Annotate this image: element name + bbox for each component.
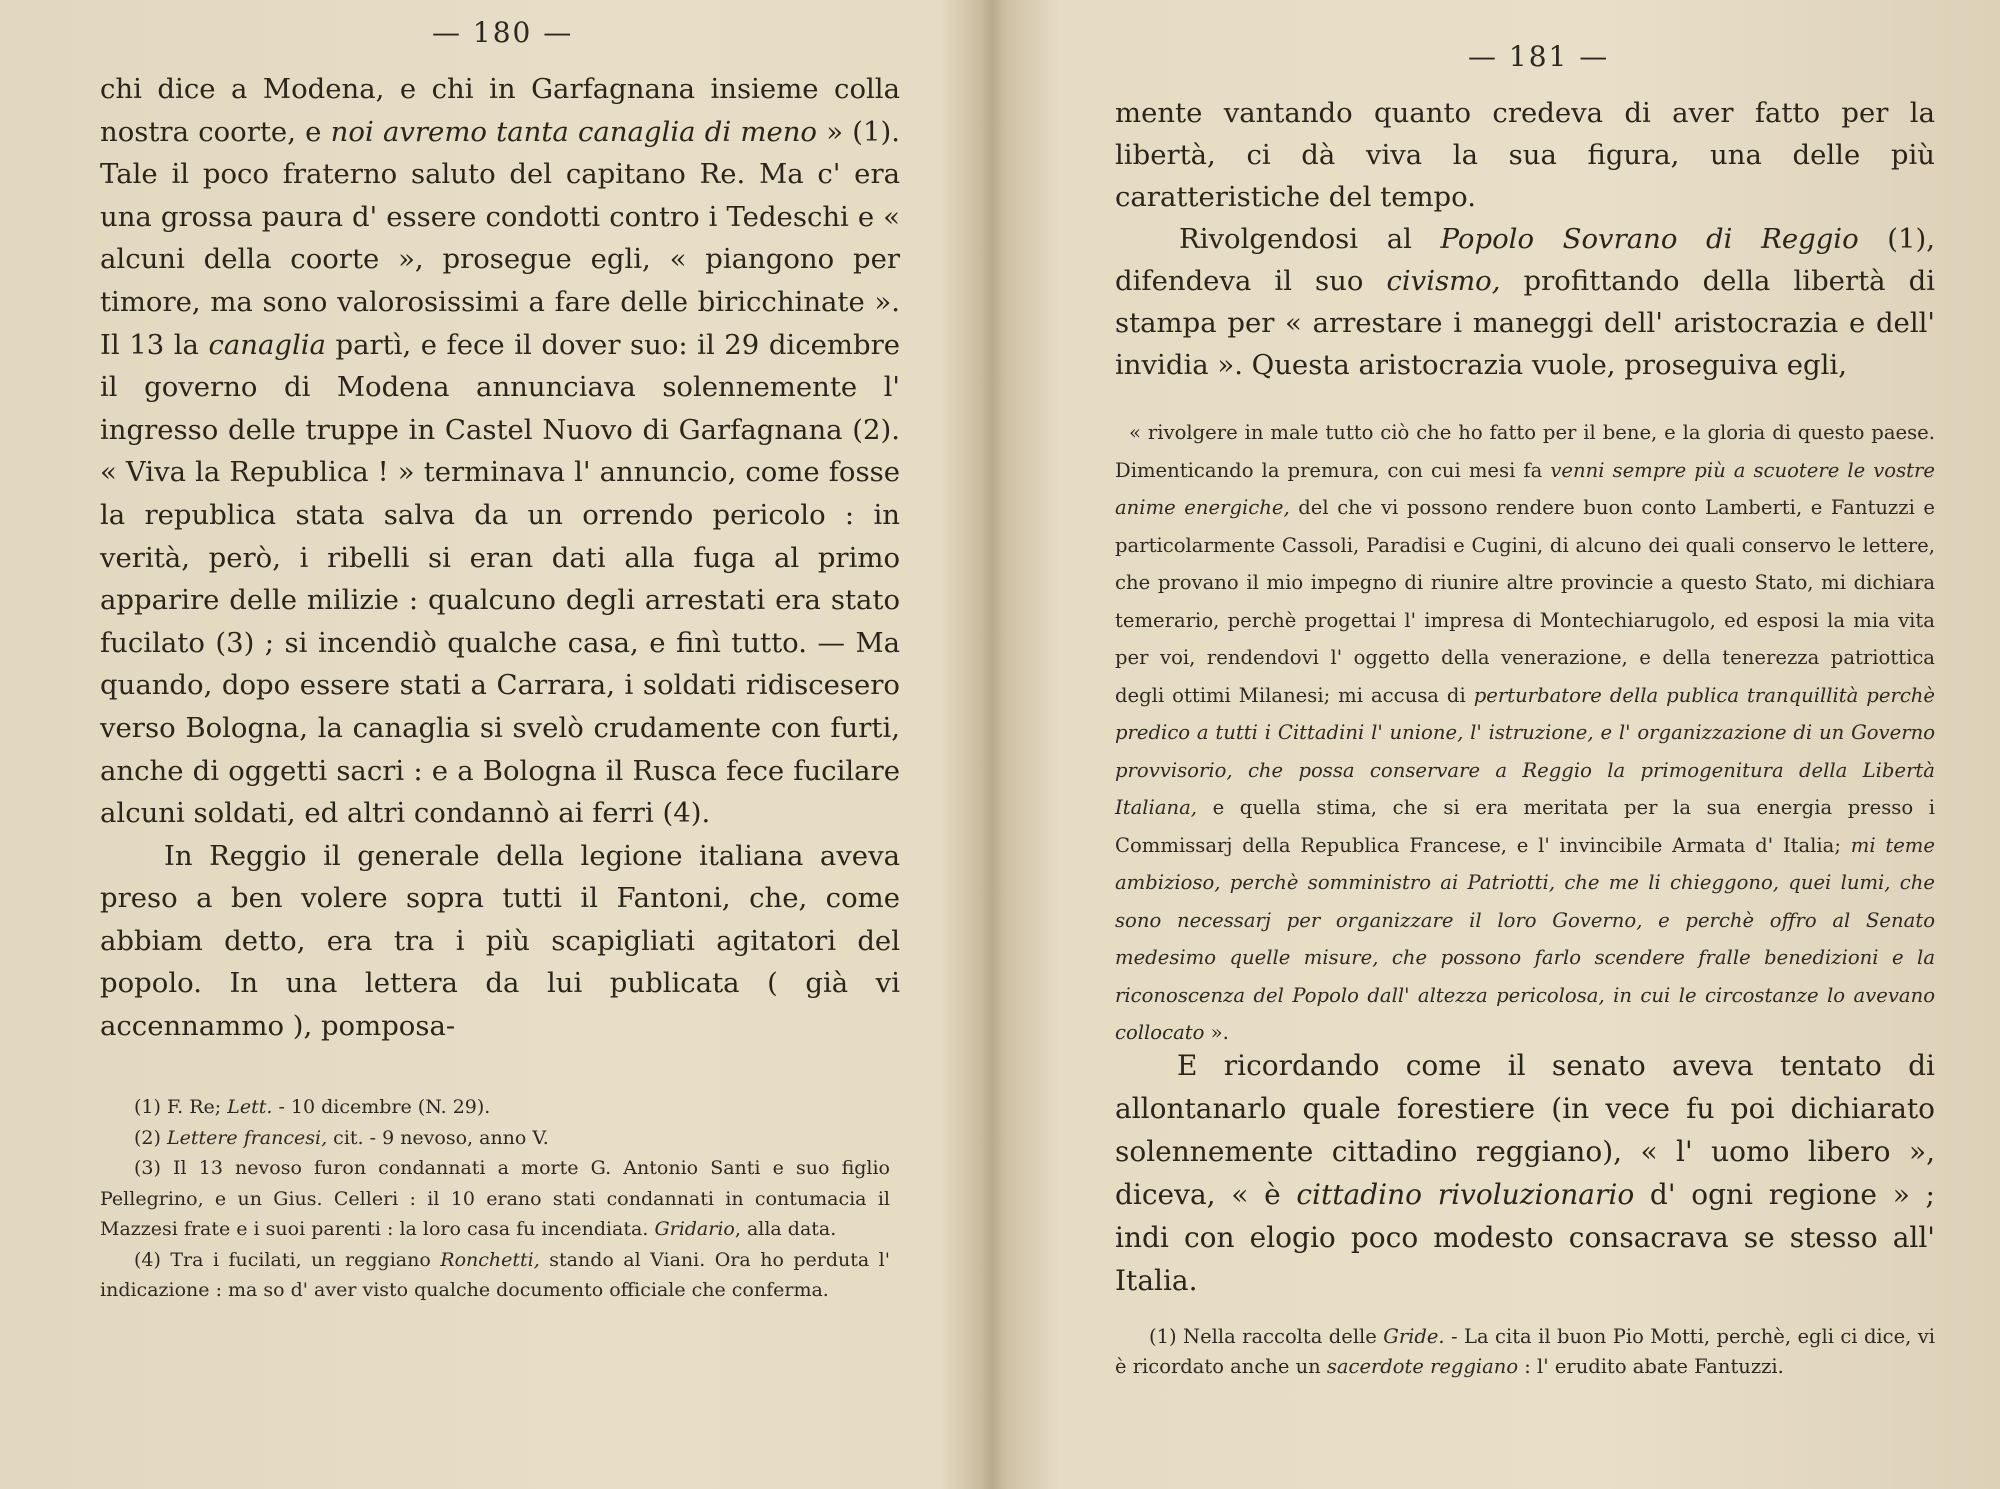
left-page [0, 0, 990, 1489]
text-run: « rivolgere in male tutto ciò che ho fatto per il bene, e la gloria di questo paese. Dimenticando la premura, con cui mesi fa [1115, 421, 1935, 482]
italic-run: Popolo Sovrano di Reggio [1440, 223, 1859, 255]
italic-run: Lett. [227, 1096, 273, 1118]
text-run: : l' erudito abate Fantuzzi. [1518, 1355, 1784, 1378]
footnote [100, 1092, 890, 1123]
text-run: e quella stima, che si era meritata per la sua energia presso i Commissarj della Republica Francese, e l' invincibile Armata d' Italia; [1115, 796, 1935, 857]
text-run: (1) F. Re; [134, 1096, 228, 1118]
italic-run: Ronchetti, [440, 1248, 540, 1271]
text-run: , alla data. [734, 1218, 837, 1240]
text-run: - 10 dicembre (N. 29). [272, 1096, 491, 1118]
text-run: stando al Viani. Ora ho perduta l' indicazione : ma so d' aver visto qualche documento officiale che conferma. [100, 1248, 890, 1301]
text-run: - La cita il buon Pio Motti, perchè, egli ci dice, vi è ricordato anche un [1115, 1325, 1935, 1378]
text-run: (4) Tra i fucilati, un reggiano [134, 1248, 441, 1271]
footnote [100, 1123, 890, 1154]
text-run: d' ogni regione » ; indi con elogio poco modesto consacrava se stesso all' Italia. [1115, 1178, 1935, 1297]
footnote [100, 1245, 890, 1306]
text-run: Rivolgendosi al [1179, 223, 1441, 255]
text-run: E ricordando come il senato aveva tentato di allontanarlo quale forestiere (in vece fu poi dichiarato solennemente cittadino reggiano), « l' uomo libero », diceva, « è [1115, 1049, 1935, 1211]
text-run: » (1). Tale il poco fraterno saluto del capitano Re. Ma c' era una grossa paura d' essere condotti contro i Tedeschi e « alcuni della coorte », prosegue egli, « piangono per timore, ma sono valorosissimi a fare delle biricchinate ». Il 13 la [100, 115, 900, 361]
main-text [1115, 92, 1935, 386]
italic-run: cittadino rivoluzionario [1296, 1178, 1635, 1211]
right-page [1010, 0, 2000, 1489]
italic-run: Gride. [1383, 1325, 1445, 1348]
paragraph [100, 68, 900, 835]
main-text [100, 68, 900, 1048]
italic-run: canaglia [208, 328, 326, 361]
italic-run: sacerdote reggiano [1326, 1355, 1519, 1378]
paragraph: In Reggio il generale della legione italiana aveva preso a ben volere sopra tutti il Fantoni, che, come abbiam detto, era tra i più scapigliati agitatori del popolo. In una lettera da lui publicata ( già vi accennammo ), pomposa- [100, 839, 900, 1043]
footnote [1115, 1322, 1935, 1382]
italic-run: perturbatore della publica tranquillità perchè predico a tutti i Cittadini l' unione, l' istruzione, e l' organizzazione di un Governo provvisorio, che possa conservare a Reggio la primogenitura della Libertà Italiana, [1115, 683, 1936, 819]
italic-run: Gridario [654, 1218, 735, 1240]
main-text-continued [1115, 1044, 1935, 1302]
footnotes [1115, 1322, 1935, 1382]
footnote [100, 1153, 890, 1245]
text-run: (2) [134, 1126, 167, 1149]
text-run: chi dice a Modena, e chi in Garfagnana insieme colla nostra coorte, e [100, 73, 900, 148]
text-run: ». [1204, 1021, 1229, 1044]
italic-run: noi avremo tanta canaglia di meno [330, 115, 817, 148]
italic-run: civismo, [1386, 265, 1501, 297]
text-run: (1) Nella raccolta delle [1149, 1325, 1384, 1348]
text-run: profittando della libertà di stampa per « arrestare i maneggi dell' aristocrazia e dell' invidia ». Questa aristocrazia vuole, proseguiva egli, [1115, 265, 1935, 381]
text-run: (3) Il 13 nevoso furon condannati a morte G. Antonio Santi e suo figlio Pellegrino, e un Gius. Celleri : il 10 erano stati condannati in contumacia il Mazzesi frate e i suoi parenti : la loro casa fu incendiata. [100, 1157, 890, 1240]
italic-run: mi teme ambizioso, perchè somministro ai Patriotti, che me li chieggono, quei lumi, che sono necessarj per organizzare il loro Governo, e perchè offro al Senato medesimo quelle misure, che possono farlo scendere fralle benedizioni e la riconoscenza del Popolo dall' altezza pericolosa, in cui le circostanze lo avevano collocato [1115, 833, 1935, 1044]
footnotes [100, 1092, 890, 1306]
paragraph [1115, 218, 1935, 386]
block-quote [1115, 414, 1935, 1052]
paragraph [1115, 1044, 1935, 1302]
text-run: cit. - 9 nevoso, anno V. [327, 1126, 549, 1149]
text-run: partì, e fece il dover suo: il 29 dicembre il governo di Modena annunciava solennemente l' ingresso delle truppe in Castel Nuovo di Garfagnana (2). « Viva la Republica ! » terminava l' annuncio, come fosse la republica stata salva da un orrendo pericolo : in verità, però, i ribelli si eran dati alla fuga al primo apparire delle milizie : qualcuno degli arrestati era stato fucilato (3) ; si incendiò qualche casa, e finì tutto. — Ma quando, dopo essere stati a Carrara, i soldati ridiscesero verso Bologna, la canaglia si svelò crudamente con furti, anche di oggetti sacri : e a Bologna il Rusca fece fucilare alcuni soldati, ed altri condannò ai ferri (4). [100, 328, 900, 830]
page-number: — 181 — [1468, 40, 1610, 73]
paragraph [1115, 414, 1935, 1052]
page-number: — 180 — [432, 16, 574, 49]
italic-run: venni sempre più a scuotere le vostre anime energiche, [1115, 458, 1935, 519]
text-run: del che vi possono rendere buon conto Lamberti, e Fantuzzi e particolarmente Cassoli, Paradisi e Cugini, di alcuno dei quali conservo le lettere, che provano il mio impegno di riunire altre provincie a questo Stato, mi dichiara temerario, perchè progettai l' impresa di Montechiarugolo, ed esposi la mia vita per voi, rendendovi l' oggetto della venerazione, e della tenerezza patriottica degli ottimi Milanesi; mi accusa di [1115, 496, 1935, 707]
text-run: (1), difendeva il suo [1115, 223, 1936, 297]
italic-run: Lettere francesi, [166, 1126, 328, 1149]
paragraph: mente vantando quanto credeva di aver fatto per la libertà, ci dà viva la sua figura, una delle più caratteristiche del tempo. [1115, 97, 1935, 213]
